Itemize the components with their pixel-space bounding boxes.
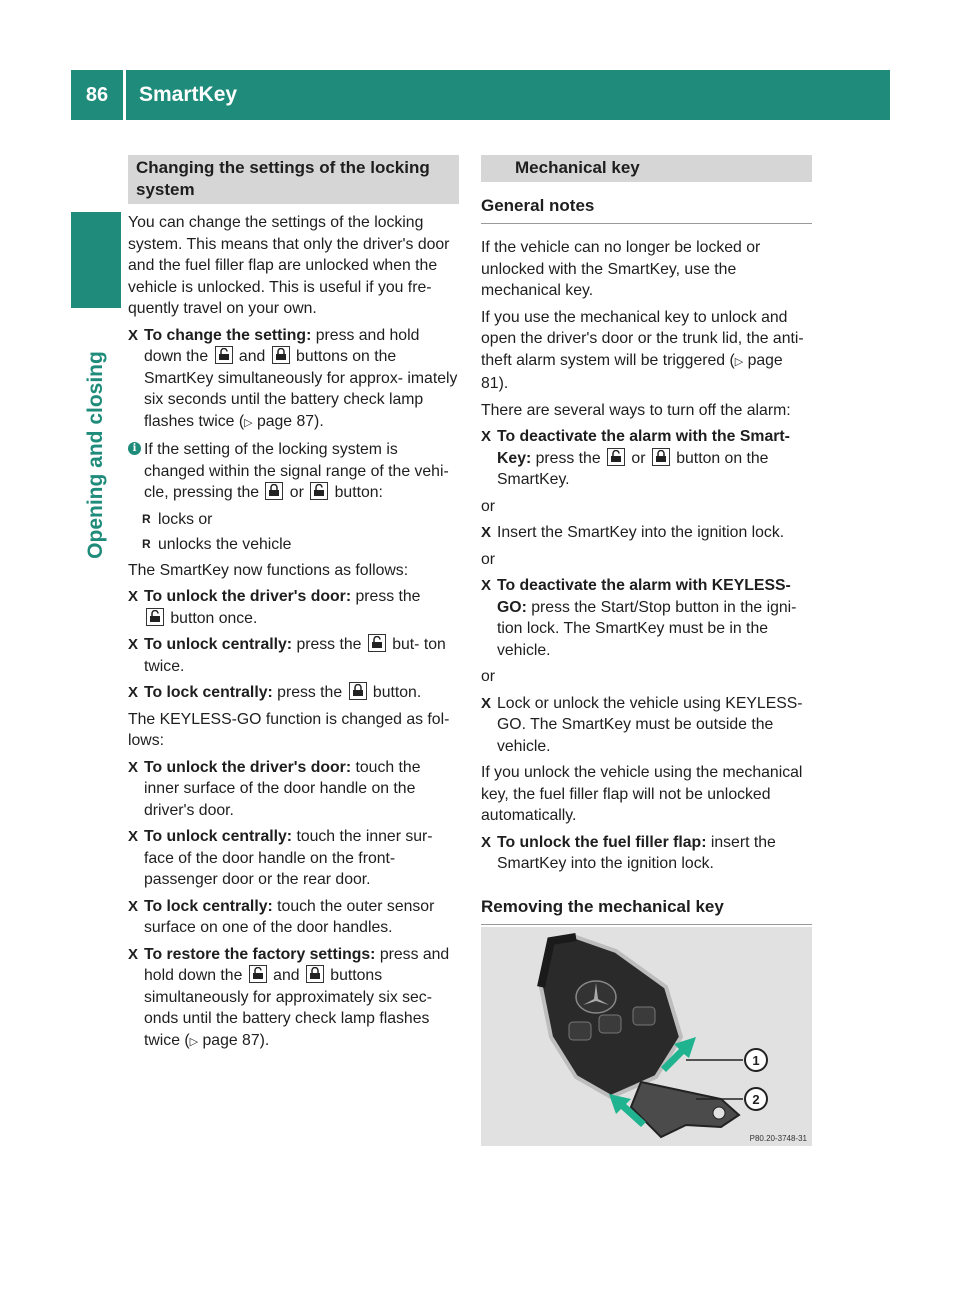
- unlock-button-icon: [146, 608, 164, 626]
- step-keyless-lock-centrally: X To lock centrally: touch the outer sensor surface on one of the door handles.: [128, 897, 435, 936]
- side-tab-label: Opening and closing: [84, 351, 107, 559]
- keyless-intro: The KEYLESS-GO function is changed as fol- lows:: [128, 710, 450, 749]
- locking-settings-heading: [128, 155, 459, 204]
- step-marker: X: [128, 326, 139, 344]
- step-marker: X: [481, 428, 492, 445]
- heading-line-1: Changing the settings of the locking: [136, 158, 430, 177]
- mechanical-key-heading: Mechanical key: [481, 155, 812, 182]
- paragraph-3: There are several ways to turn off the alarm:: [481, 401, 791, 419]
- lock-button-icon: [306, 965, 324, 983]
- list-item: R unlocks the vehicle: [128, 534, 459, 556]
- lock-button-icon: [652, 448, 670, 466]
- step-marker: X: [128, 684, 139, 701]
- step-marker: X: [481, 694, 492, 712]
- cross-reference-icon: ▷: [244, 416, 253, 429]
- or-separator: or: [481, 668, 496, 685]
- step-marker: X: [128, 758, 139, 776]
- key-button: [599, 1015, 621, 1033]
- cross-reference-icon: ▷: [189, 1035, 199, 1048]
- unlock-button-icon: [249, 965, 267, 983]
- or-separator: or: [481, 497, 496, 515]
- step-marker: X: [128, 897, 139, 915]
- info-note: i If the setting of the locking system is changed within the signal range of the vehi- cle, pressing the or button:: [128, 439, 459, 504]
- step-keyless-unlock-drivers-door: X To unlock the driver's door: touch the inner surface of the door handle on the driver's door.: [128, 758, 421, 819]
- callout-2: 2: [752, 1092, 760, 1107]
- page-reference-link[interactable]: page 87).: [252, 412, 324, 430]
- unlock-button-icon: [215, 346, 233, 364]
- step-lock-unlock-keyless-go: X Lock or unlock the vehicle using KEYLESS- GO. The SmartKey must be outside the vehicle.: [481, 694, 803, 755]
- bullet-marker: R: [142, 511, 151, 526]
- step-restore-factory-settings: X To restore the factory settings: press and hold down the and buttons simultaneously for approximately six sec- onds until the battery check lamp flashes twice (▷ page 87).: [128, 945, 450, 1049]
- page-header: [71, 70, 890, 120]
- info-icon: i: [128, 442, 141, 455]
- step-unlock-fuel-filler-flap: X To unlock the fuel filler flap: insert the SmartKey into the ignition lock.: [481, 833, 776, 872]
- step-marker: X: [128, 588, 139, 605]
- right-column: [481, 155, 812, 938]
- page-reference-link[interactable]: page 81).: [481, 351, 783, 392]
- section-title: SmartKey: [139, 83, 238, 106]
- general-notes-heading: General notes: [481, 194, 812, 224]
- callout-1: 1: [752, 1053, 760, 1068]
- paragraph-4: If you unlock the vehicle using the mechanical key, the fuel filler flap will not be unlocked automatically.: [481, 764, 803, 824]
- removing-mechanical-key-heading: Removing the mechanical key: [481, 895, 812, 925]
- lock-button-icon: [272, 346, 290, 364]
- step-unlock-centrally: X To unlock centrally: press the but- ton twice.: [128, 636, 446, 675]
- paragraph-1: If the vehicle can no longer be locked or unlocked with the SmartKey, use the mechanical key.: [481, 239, 761, 299]
- step-insert-smartkey: X Insert the SmartKey into the ignition lock.: [481, 522, 812, 544]
- cross-reference-icon: ▷: [734, 355, 744, 368]
- step-deactivate-alarm-smartkey: X To deactivate the alarm with the Smart- Key: press the or button on the SmartKey.: [481, 428, 790, 488]
- page-number: 86: [85, 83, 109, 106]
- lock-button-icon: [265, 482, 283, 500]
- paragraph-2: If you use the mechanical key to unlock and open the driver's door or the trunk lid, the anti-theft alarm system will be triggered (▷ page 81).: [481, 308, 804, 392]
- unlock-button-icon: [310, 482, 328, 500]
- step-marker: X: [128, 945, 139, 963]
- step-marker: X: [481, 524, 492, 541]
- step-marker: X: [481, 833, 492, 851]
- step-deactivate-alarm-keyless-go: X To deactivate the alarm with KEYLESS- GO: press the Start/Stop button in the igni- tion lock. The SmartKey must be in the vehicle.: [481, 577, 797, 659]
- bullet-marker: R: [142, 537, 151, 551]
- list-item: R locks or: [128, 509, 459, 531]
- step-lock-centrally: X To lock centrally: press the button.: [128, 682, 459, 704]
- page-reference-link[interactable]: page 87).: [198, 1031, 270, 1049]
- step-marker: X: [481, 577, 492, 594]
- smartkey-illustration: [481, 927, 812, 1146]
- step-marker: X: [128, 828, 139, 845]
- functions-intro: The SmartKey now functions as follows:: [128, 561, 409, 579]
- lock-button-icon: [349, 682, 367, 700]
- figure-code: P80.20-3748-31: [749, 1134, 807, 1143]
- mechanical-key-figure: [481, 927, 812, 1146]
- intro-paragraph: You can change the settings of the locking system. This means that only the driver's door and the fuel filler flap are unlocked when the vehicle is unlocked. This is useful if you fre- quently travel on your own.: [128, 214, 450, 317]
- step-marker: X: [128, 636, 139, 653]
- heading-line-2: system: [136, 180, 195, 199]
- key-button: [633, 1007, 655, 1025]
- left-column: [128, 155, 459, 1058]
- unlock-button-icon: [607, 448, 625, 466]
- step-unlock-drivers-door: X To unlock the driver's door: press the button once.: [128, 588, 421, 627]
- unlock-button-icon: [368, 634, 386, 652]
- step-keyless-unlock-centrally: X To unlock centrally: touch the inner sur- face of the door handle on the front- passenger door or the rear door.: [128, 828, 433, 888]
- key-button: [569, 1022, 591, 1040]
- or-separator: or: [481, 550, 496, 568]
- header-divider: [123, 70, 126, 120]
- step-change-setting: X To change the setting: press and hold down the and buttons on the SmartKey simultaneously for approx- imately six seconds until the battery check lamp flashes twice (▷ page 87).: [128, 326, 458, 430]
- side-tab-marker: [71, 212, 121, 308]
